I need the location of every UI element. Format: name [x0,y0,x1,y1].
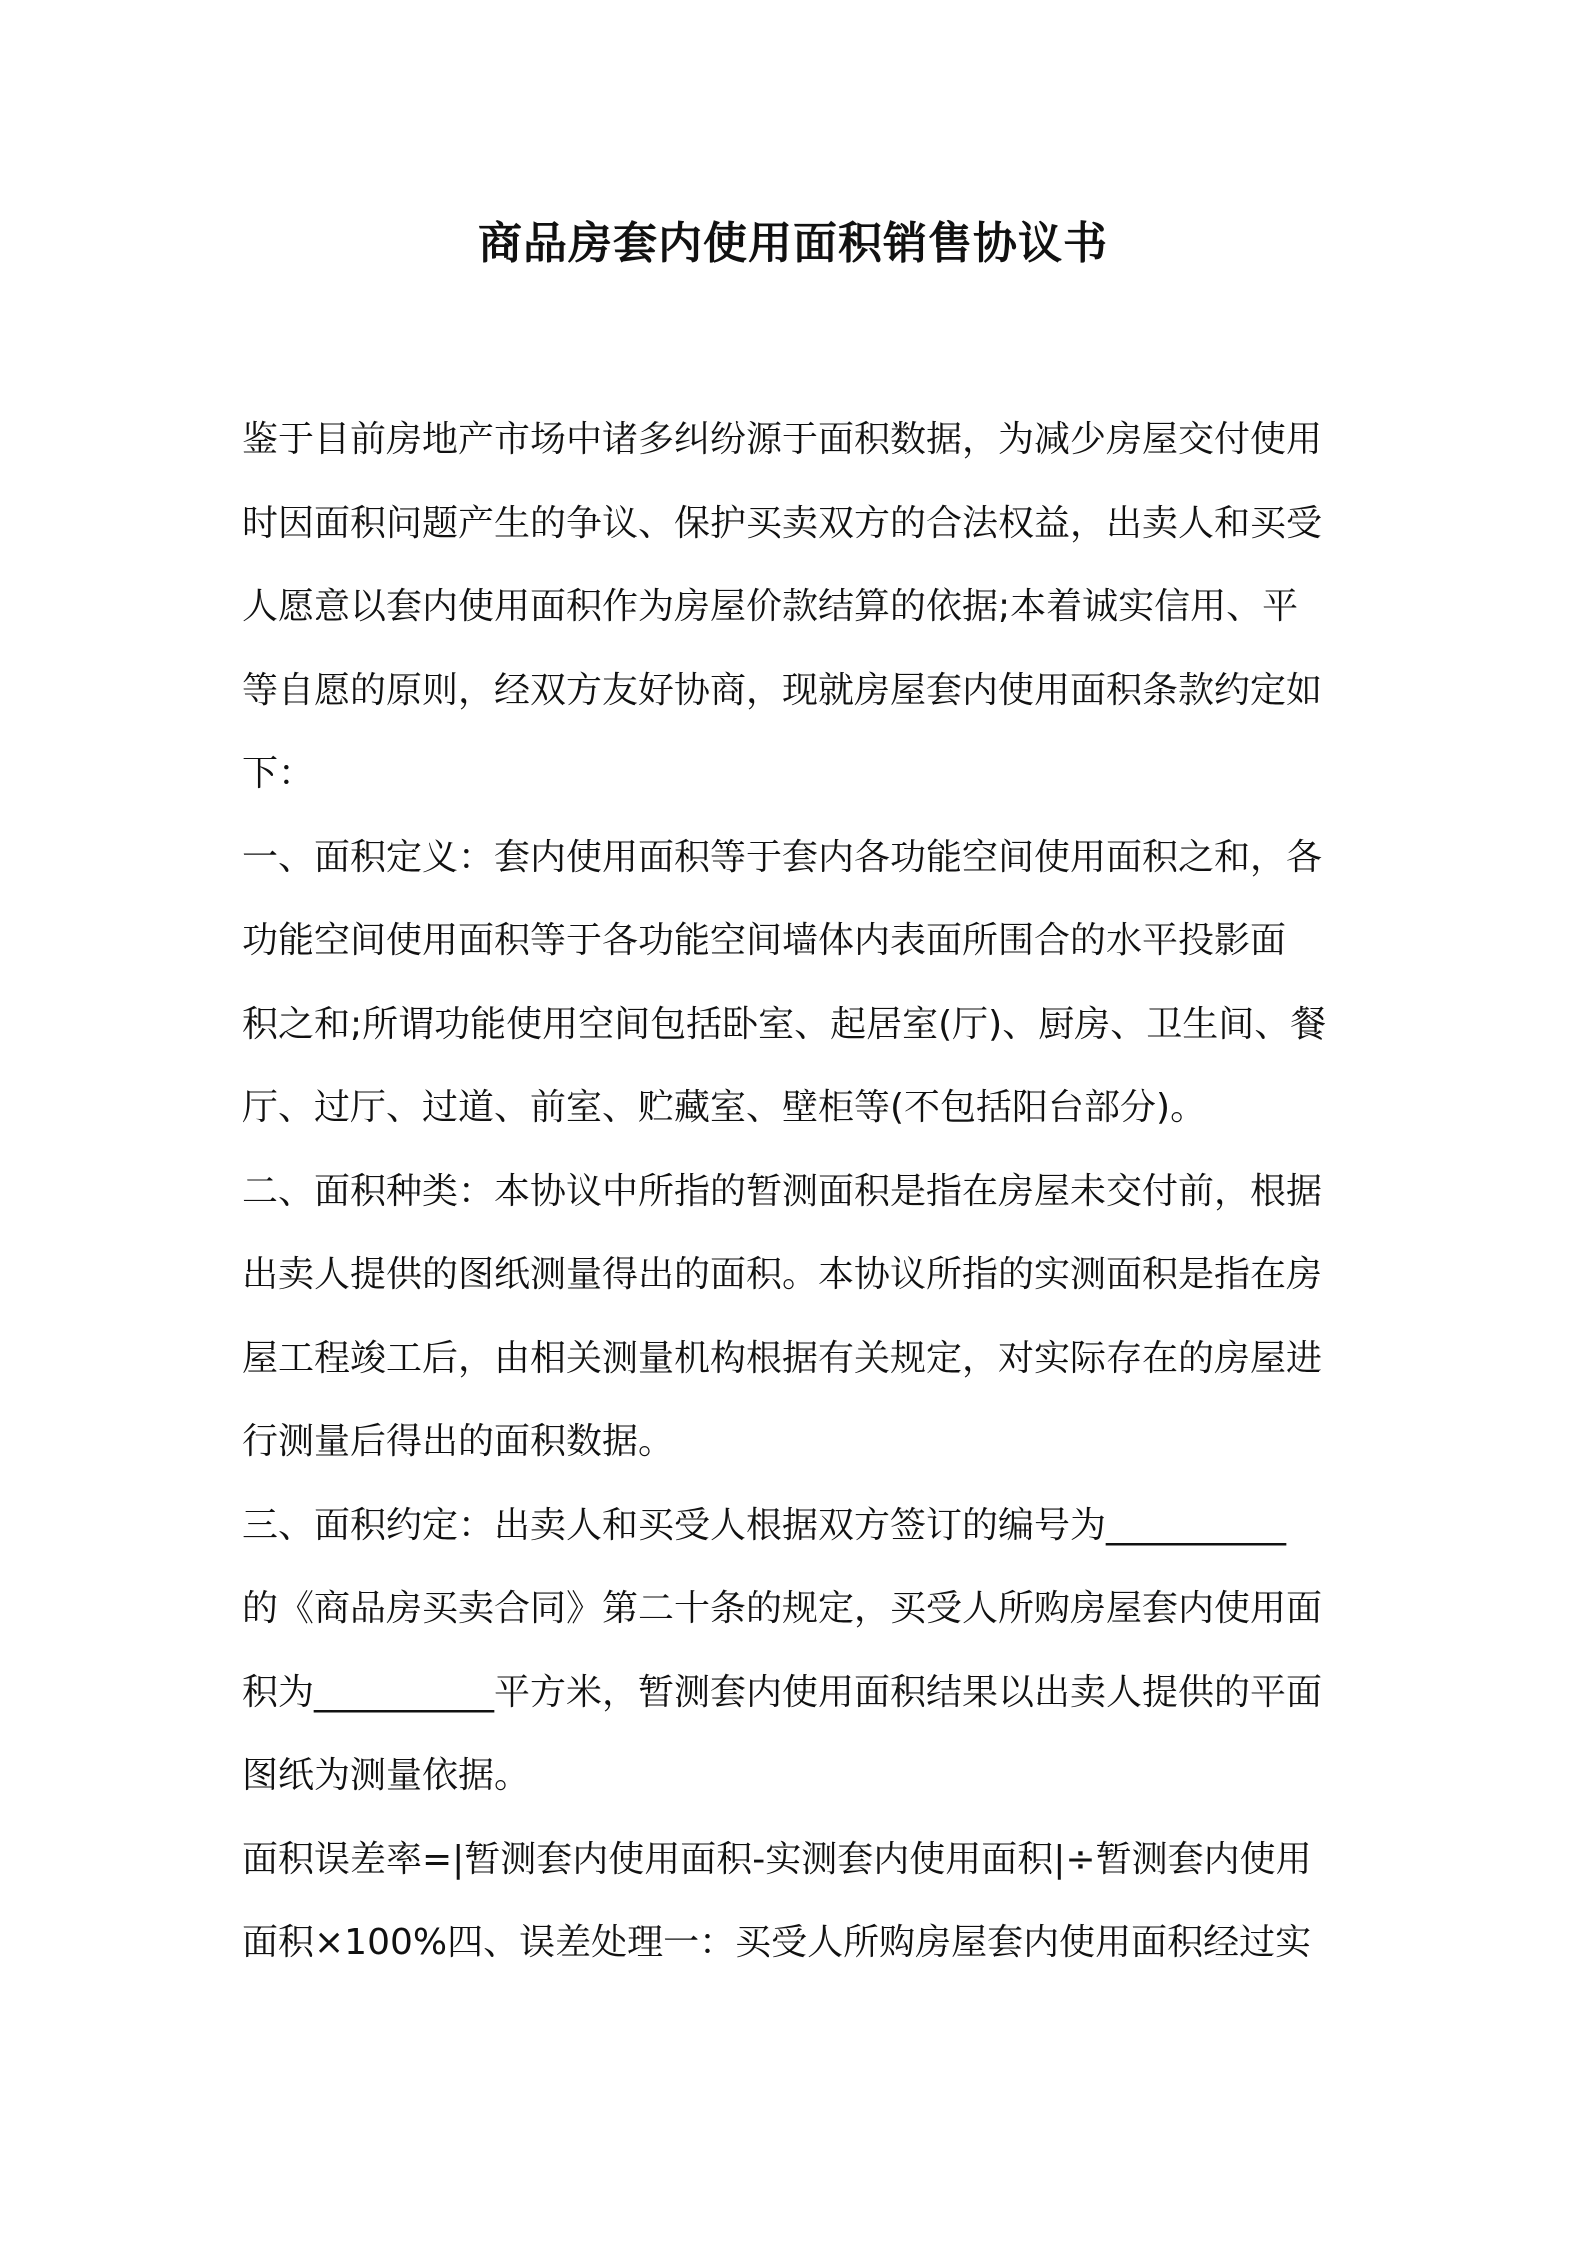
text-line: 一、面积定义：套内使用面积等于套内各功能空间使用面积之和，各 [242,836,1323,878]
text-line: 面积×100%四、误差处理一：买受人所购房屋套内使用面积经过实 [242,1922,1312,1963]
document-title: 商品房套内使用面积销售协议书 [478,218,1108,269]
clause-3-paragraph [242,1484,1357,1818]
text-line: 屋工程竣工后，由相关测量机构根据有关规定，对实际存在的房屋进 [242,1337,1323,1379]
text-line: 面积误差率=|暂测套内使用面积-实测套内使用面积|÷暂测套内使用 [242,1838,1312,1880]
text-line: 出卖人提供的图纸测量得出的面积。本协议所指的实测面积是指在房 [242,1254,1323,1295]
text-line: 鉴于目前房地产市场中诸多纠纷源于面积数据，为减少房屋交付使用 [242,419,1323,460]
text-line: 等自愿的原则，经双方友好协商，现就房屋套内使用面积条款约定如 [242,669,1323,711]
text-line: 功能空间使用面积等于各功能空间墙体内表面所围合的水平投影面 [242,920,1287,961]
text-line: 二、面积种类：本协议中所指的暂测面积是指在房屋未交付前，根据 [242,1170,1323,1212]
text-line: 厅、过厅、过道、前室、贮藏室、壁柜等(不包括阳台部分)。 [242,1087,1207,1128]
clause-1-paragraph [242,816,1357,1150]
text-line: 积为__________平方米，暂测套内使用面积结果以出卖人提供的平面 [242,1671,1323,1713]
text-line: 积之和;所谓功能使用空间包括卧室、起居室(厅)、厨房、卫生间、餐 [242,1003,1327,1045]
preamble-paragraph [242,398,1357,816]
text-line: 三、面积约定：出卖人和买受人根据双方签订的编号为__________ [242,1504,1287,1546]
formula-paragraph [242,1818,1357,1985]
text-line: 图纸为测量依据。 [242,1755,531,1796]
text-line: 的《商品房买卖合同》第二十条的规定，买受人所购房屋套内使用面 [242,1588,1323,1629]
text-line: 下： [242,753,315,794]
clause-2-paragraph [242,1150,1357,1484]
document-body [242,398,1357,1985]
text-line: 人愿意以套内使用面积作为房屋价款结算的依据;本着诚实信用、平 [242,586,1299,627]
text-line: 时因面积问题产生的争议、保护买卖双方的合法权益，出卖人和买受 [242,502,1323,544]
text-line: 行测量后得出的面积数据。 [242,1421,675,1462]
